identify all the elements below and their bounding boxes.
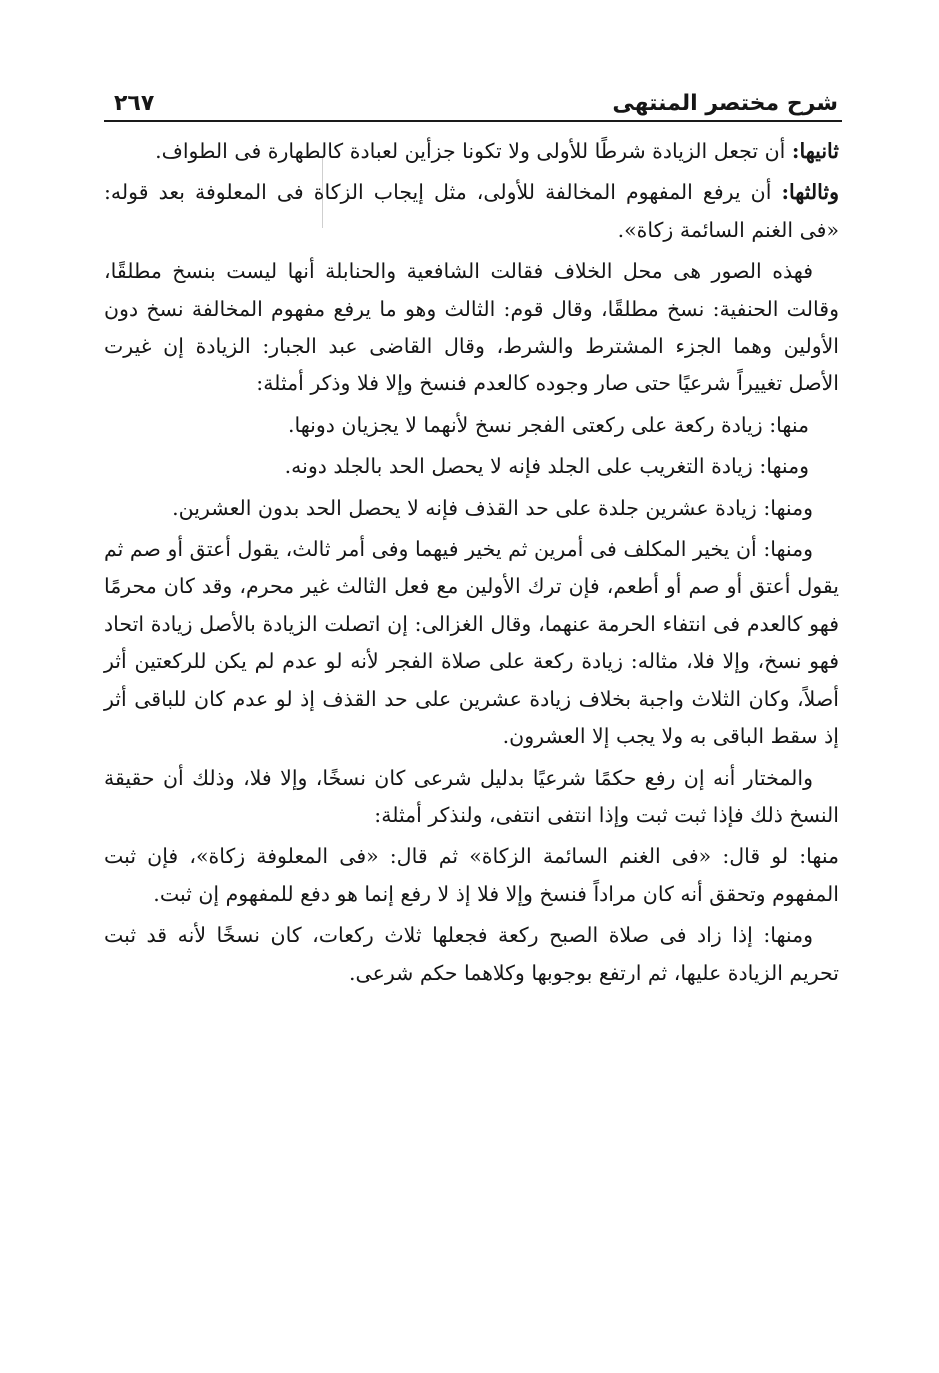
paragraph xyxy=(104,760,839,835)
paragraph-text: ومنها: إذا زاد فى صلاة الصبح ركعة فجعلها ثلاث ركعات، كان نسخًا لأنه قد ثبت تحريم الزيادة عليها، ثم ارتفع بوجوبها وكلاهما حكم شرعى. xyxy=(104,923,839,985)
running-title: شرح مختصر المنتهى xyxy=(612,91,838,116)
example-line xyxy=(104,448,839,485)
paragraph-text: أن يرفع المفهوم المخالفة للأولى، مثل إيجاب الزكاة فى المعلوفة بعد قوله: «فى الغنم السائمة زكاة». xyxy=(104,180,839,242)
paragraph-text: ومنها: أن يخير المكلف فى أمرين ثم يخير فيهما وفى أمر ثالث، يقول أعتق أو صم ثم يقول أعتق أو صم أو أطعم، فإن ترك الأولين مع فعل الثالث غير محرم، وقد كان محرمًا فهو كالعدم فى انتفاء الحرمة عنهما، وقال الغزالى: إن اتصلت الزيادة بالأصل زيادة اتحاد فهو نسخ، وإلا فلا، مثاله: زيادة ركعة على صلاة الفجر لأنه لو عدم لم يكن للركعتين أثر أصلاً، وكان الثلاث واجبة بخلاف زيادة عشرين على حد القذف إذ لو عدم كان للباقى أثر إذ سقط الباقى به ولا يجب إلا العشرون. xyxy=(104,537,839,749)
paragraph-lead: وثالثها: xyxy=(781,180,839,205)
paragraph-text: فهذه الصور هى محل الخلاف فقالت الشافعية والحنابلة أنها ليست بنسخ مطلقًا، وقالت الحنفية: نسخ مطلقًا، وقال قوم: الثالث وهو ما يرفع مفهوم المخالفة نسخ دون الأولين وهما الجزء المشترط والشرط، وقال القاضى عبد الجبار: الزيادة إن غيرت الأصل تغييراً شرعيًا حتى صار وجوده كالعدم فنسخ وإلا فلا وذكر أمثلة: xyxy=(104,259,839,396)
page-header xyxy=(104,82,842,122)
paragraph xyxy=(104,917,839,992)
example-line xyxy=(104,407,839,444)
paragraph-text: ومنها: زيادة التغريب على الجلد فإنه لا يحصل الحد بالجلد دونه. xyxy=(284,454,809,479)
page-number: ٢٦٧ xyxy=(114,91,155,116)
paragraph-text: والمختار أنه إن رفع حكمًا شرعيًا بدليل شرعى كان نسخًا، وإلا فلا، وذلك أن حقيقة النسخ ذلك فإذا ثبت ثبت وإذا انتفى انتفى، ولنذكر أمثلة: xyxy=(104,765,839,827)
paragraph xyxy=(104,838,839,913)
paragraph-text: منها: زيادة ركعة على ركعتى الفجر نسخ لأنهما لا يجزيان دونها. xyxy=(287,412,809,437)
paragraph xyxy=(104,531,839,755)
paragraph xyxy=(104,490,839,527)
paragraph xyxy=(104,253,839,403)
paragraph xyxy=(104,174,839,249)
paragraph-lead: ثانيها: xyxy=(791,139,839,163)
paragraph-text: أن تجعل الزيادة شرطًا للأولى ولا تكونا جزأين لعبادة كالطهارة فى الطواف. xyxy=(155,139,792,163)
page-body xyxy=(104,133,839,996)
paragraph xyxy=(104,133,839,170)
paragraph-text: منها: لو قال: «فى الغنم السائمة الزكاة» ثم قال: «فى المعلوفة زكاة»، فإن ثبت المفهوم وتحقق أنه كان مراداً فنسخ وإلا فلا إذ لا رفع إنما هو دفع للمفهوم إن ثبت. xyxy=(104,844,840,906)
paragraph-text: ومنها: زيادة عشرين جلدة على حد القذف فإنه لا يحصل الحد بدون العشرين. xyxy=(172,495,813,520)
